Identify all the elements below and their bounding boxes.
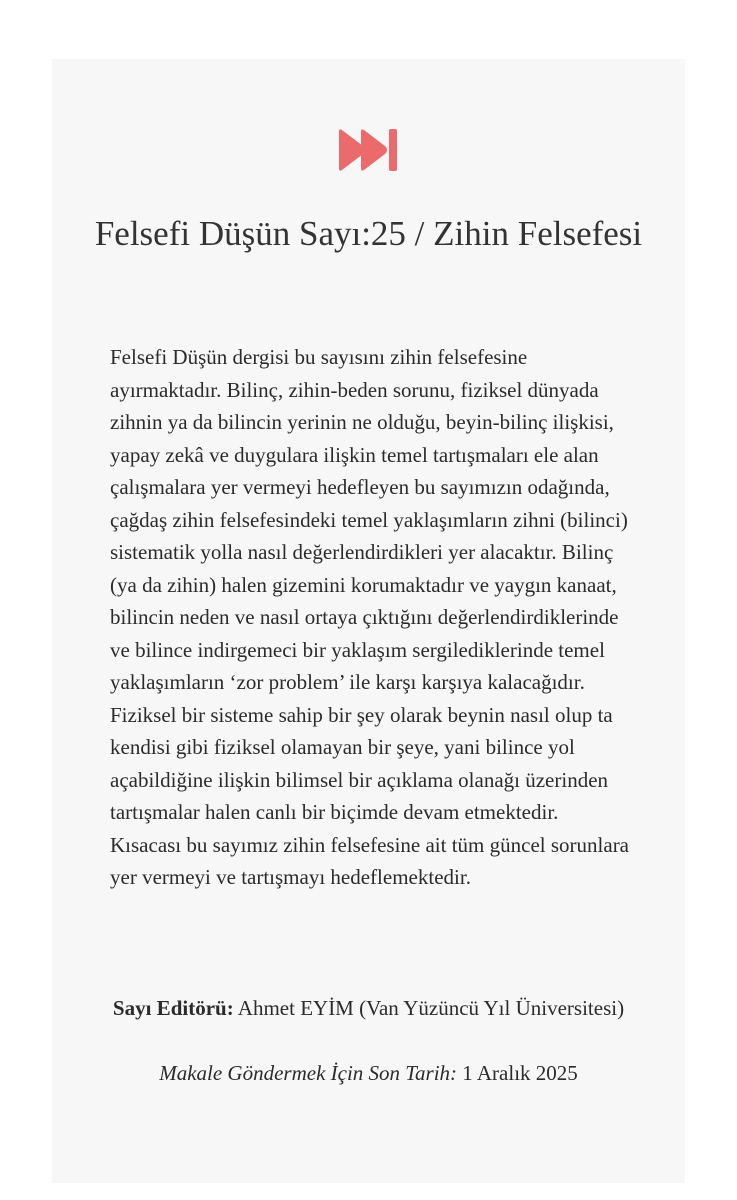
fast-forward-end-icon xyxy=(338,127,400,173)
submission-deadline-label: Makale Göndermek İçin Son Tarih: xyxy=(159,1061,458,1085)
issue-editor-label: Sayı Editörü: xyxy=(112,996,234,1020)
submission-deadline xyxy=(92,1057,645,1090)
description-paragraph: Felsefi Düşün dergisi bu sayısını zihin felsefesine ayırmaktadır. Bilinç, zihin-beden sorunu, fiziksel dünyada zihnin ya da bilincin yerinin ne olduğu, beyin-bilinç ilişkisi, yapay zekâ ve duygulara ilişkin temel tartışmaları ele alan çalışmalara yer vermeyi hedefleyen bu sayımızın odağında, çağdaş zihin felsefesindeki temel yaklaşımların zihni (bilinci) sistematik yolla nasıl değerlendirdikleri yer alacaktır. Bilinç (ya da zihin) halen gizemini korumaktadır ve yaygın kanaat, bilincin neden ve nasıl ortaya çıktığını değerlendirdiklerinde ve bilince indirgemeci bir yaklaşım sergilediklerinde temel yaklaşımların ‘zor problem’ ile karşı karşıya kalacağıdır. Fiziksel bir sisteme sahip bir şey olarak beynin nasıl olup ta kendisi gibi fiziksel olamayan bir şeye, yani bilince yol açabildiğine ilişkin bilimsel bir açıklama olanağı üzerinden tartışmalar halen canlı bir biçimde devam etmektedir. Kısacası bu sayımız zihin felsefesine ait tüm güncel sorunlara yer vermeyi ve tartışmayı hedeflemektedir. xyxy=(110,345,630,889)
submission-deadline-value: 1 Aralık 2025 xyxy=(457,1061,578,1085)
page-title: Felsefi Düşün Sayı:25 / Zihin Felsefesi xyxy=(94,214,643,253)
issue-editor xyxy=(92,992,645,1025)
announcement-card xyxy=(52,59,685,1183)
issue-editor-value: Ahmet EYİM (Van Yüzüncü Yıl Üniversitesi) xyxy=(233,996,625,1020)
